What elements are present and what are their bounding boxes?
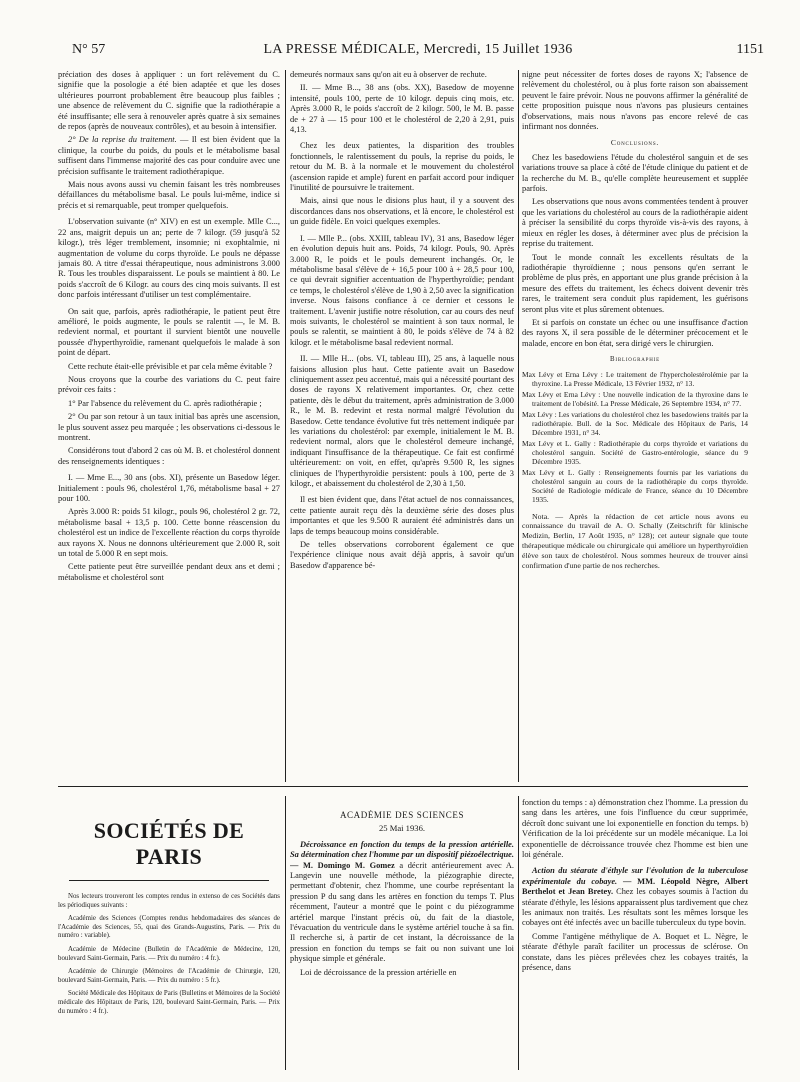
paragraph: On sait que, parfois, après radiothérapie, le patient peut être amélioré, le poids augmente, le pouls se ralentit —, le M. B. redevient normal, et pourtant il survient bientôt une nouvelle poussée d'hyperthyroïdie, ramenant quelquefois le malade à son point de départ. <box>58 306 280 358</box>
paragraph-text: a décrit antérieurement avec A. Langevin une nouvelle méthode, la piézographie directe, permettant d'obtenir, chez l'homme, une courbe représentant la pression P du sang dans les artères en fonction du temps T. Plus récemment, l'auteur a montré que le point c du piézogramme artériel marque l'instant précis où, du fait de la diastole, l'évacuation du ventricule dans le système artériel touche à sa fin. Il recherche si, à partir de cet instant, la décroissance de la pression en fonction du temps se fait ou non suivant une loi physique simple et générale. <box>290 860 514 964</box>
column-divider <box>518 70 519 782</box>
paragraph: Après 3.000 R: poids 51 kilogr., pouls 96, cholestérol 2 gr. 72, métabolisme basal + 13,5 p. 100. Cette bonne réascension du cholestérol est un indice de l'excellente réaction du corps thyroïde aux rayons X. Nous ne donnons ultérieurement que 2.000 R, soit un total de 5.000 R en sept mois. <box>58 507 280 559</box>
paragraph: Considérons tout d'abord 2 cas où M. B. et cholestérol donnent des renseignements identiques : <box>58 446 280 466</box>
article-authors: — MM. Léopold Nègre, Albert Berthelot et Jean Bretey. <box>522 876 748 897</box>
academie-section-continued <box>522 798 748 1070</box>
paragraph: II. — Mlle H... (obs. VI, tableau III), 25 ans, à laquelle nous faisions allusion plus haut. Cette patiente avait un Basedow cliniquement assez peu accentué, mais qui a nécessité pourtant des doses de rayons X relativement importantes. Or, chez cette patiente, dès le début du traitement, après administration de 3.000 R., le M. B. redevint et resta normal malgré l'évolution du Basedow. Cette tendance évolutive fut très nettement indiquée par les variations du cholestérol: par exemple, initialement le M. B. redevient normal, alors que le cholestérol demeure inchangé, indiquant l'insuffisance de la thérapeutique. Ce fait est confirmé ultérieurement: on voit, en effet, qu'après 9.500 R, les signes cliniques de l'hyperthyroïdie persistent: pouls à 100, perte de 3 kilogr., et abaissement du cholestérol de 2,30 à 1,50. <box>290 354 514 489</box>
societes-list <box>58 893 280 1016</box>
paragraph: L'observation suivante (n° XIV) en est un exemple. Mlle C..., 22 ans, maigrit depuis un an; perte de 7 kilogr. (59 jusqu'à 52 kilogr.), très léger tremblement, insomnie; ni exophtalmie, ni augmentation de volume du corps thyroïde. Le pouls ne dépasse jamais 80. A titre d'essai thérapeutique, nous administrons 3.000 R. Tous les troubles disparaissent. Le pouls se maintient à 80. Le poids s'accroît de 6 Kilogr. au cours des cinq mois suivants. Il est donc parfois intéressant d'utiliser un test complémentaire. <box>58 217 280 300</box>
paragraph: demeurés normaux sans qu'on ait eu à observer de rechute. <box>290 70 487 79</box>
paragraph: Cette rechute était-elle prévisible et par cela même évitable ? <box>68 361 273 371</box>
article-column-1 <box>58 70 280 782</box>
paragraph: Mais nous avons aussi vu chemin faisant les très nombreuses défaillances du métabolisme basal. Le pouls lui-même, indice si précis et si remarquable, peut tromper quelquefois. <box>58 180 280 210</box>
paragraph: préciation des doses à appliquer : un fort relèvement du C. signifie que la posologie a été bien adaptée et que les doses ultérieures pourront probablement être beaucoup plus faibles ; une absence de relèvement du C. signifie que la radiothérapie a été insuffisante; elle sera à renouveler après quatre à six semaines de repos (après de nouveaux contrôles), et au besoin à intensifier. <box>58 70 280 132</box>
paragraph: 2° Ou par son retour à un taux initial bas après une ascension, le plus souvent assez peu marquée ; les observations ci-dessous le montrent. <box>58 412 280 442</box>
bibliography-entry: Max Lévy et Erna Lévy : Le traitement de l'hypercholestérolémie par la thyroxine. La Presse Médicale, 13 Février 1932, n° 13. <box>522 369 748 388</box>
paragraph: Et si parfois on constate un échec ou une insuffisance d'action des rayons X, il sera possible de le déterminer précocement et le malade, encore en bon état, sera dirigé vers le chirurgien. <box>522 317 748 348</box>
article-column-3 <box>522 70 748 782</box>
column-divider <box>518 796 519 1070</box>
paragraph: Nous croyons que la courbe des variations du C. peut faire prévoir ces faits : <box>58 374 280 395</box>
paragraph <box>522 866 748 928</box>
paragraph: De telles observations corroborent également ce que l'expérience clinique nous avait déjà appris, à savoir qu'un Basedow d'apparence bé- <box>290 540 514 570</box>
paragraph: Mais, ainsi que nous le disions plus haut, il y a souvent des discordances dans nos observations, et là encore, le cholestérol est un guide fidèle. En voici quelques exemples. <box>290 196 514 227</box>
paragraph: Loi de décroissance de la pression artérielle en <box>300 967 457 977</box>
paragraph: Chez les basedowiens l'étude du cholestérol sanguin et de ses variations trouve sa place à côté de l'étude clinique du patient et de la recherche du M. B., qu'elle complète heureusement et supplée parfois. <box>522 152 748 194</box>
bibliography-heading: Bibliographie <box>610 356 660 364</box>
issue-number: N° 57 <box>72 42 106 57</box>
paragraph: II. — Mme B..., 38 ans (obs. XX), Basedow de moyenne intensité, pouls 100, perte de 10 kilogr. depuis cinq mois, etc. Après 3.000 R, le poids s'accroît de 2 kilogr. 500, le M. B. passe de + 27 à — 15 pour 100 et le cholestérol de 2,20 à 2,91, puis 4,13. <box>290 83 514 135</box>
bibliography-entry: Max Lévy : Les variations du cholestérol chez les basedowiens traités par la radiothérapie. Bull. de la Soc. Médicale des Hôpitaux de Paris, 14 Décembre 1931, n° 34. <box>522 409 748 437</box>
page-number: 1151 <box>736 42 764 57</box>
intro-text: Nos lecteurs trouveront les comptes rendus in extenso de ces Sociétés dans les périodiques suivants : <box>58 893 280 909</box>
paragraph <box>58 135 280 177</box>
paragraph: I. — Mme E..., 30 ans (obs. XI), présente un Basedow léger. Initialement : pouls 96, cholestérol 1,76, métabolisme basal + 27 pour 100. <box>58 473 280 504</box>
section-divider <box>58 786 748 787</box>
paragraph-text: — Il est bien évident que la clinique, la courbe du poids, du pouls et le métabolisme basal suffisent dans l'immense majorité des cas pour conduire avec une précision suffisante le traitement radiothérapique. <box>58 135 280 176</box>
article-title: Décroissance en fonction du temps de la pression artérielle. Sa détermination chez l'homme par un dispositif piézoélectrique. <box>290 839 514 860</box>
paragraph: Cette patiente peut être surveillée pendant deux ans et demi ; métabolisme et cholestérol sont <box>58 562 280 582</box>
bibliography-entry: Max Lévy et L. Gally : Radiothérapie du corps thyroïde et variations du cholestérol sanguin. Société de Gastro-entérologie, séance du 9 Décembre 1935. <box>522 438 748 466</box>
journal-title: LA PRESSE MÉDICALE, Mercredi, 15 Juillet 1936 <box>263 42 573 57</box>
paragraph: Il est bien évident que, dans l'état actuel de nos connaissances, cette patiente aurait reçu dès la deuxième série des doses plus importantes et que les 9.500 R auraient été administrés dans un laps de temps beaucoup moins considérable. <box>290 495 514 536</box>
paragraph: fonction du temps : a) démonstration chez l'homme. La pression du sang dans les artères, une fois l'influence du cœur supprimée, décroît donc suivant une loi exponentielle en fonction du temps. b) Vérification de la loi précédente sur un modèle mécanique. La loi exponentielle de décroissance trouvée chez l'homme est bien une loi générale. <box>522 798 748 860</box>
article-title: Action du stéarate d'éthyle sur l'évolution de la tuberculose expérimentale du cobaye. <box>522 866 748 886</box>
paragraph <box>290 840 514 965</box>
paragraph: nigne peut nécessiter de fortes doses de rayons X; l'absence de relèvement du cholestérol, ou à plus forte raison son abaissement peuvent le faire prévoir. Nous ne pouvons affirmer la généralité de cette proposition puisque nous n'avons pas plusieurs centaines d'observations, mais nous n'avons pas encore relevé de cas infirmant nos données. <box>522 70 748 132</box>
society-entry: Académie de Médecine (Bulletin de l'Académie de Médecine, 120, boulevard Saint-Germain, Paris. — Prix du numéro : 4 fr.). <box>58 945 280 962</box>
societes-section <box>58 818 280 1068</box>
society-entry: Société Médicale des Hôpitaux de Paris (Bulletins et Mémoires de la Société médicale des Hôpitaux de Paris, 120, boulevard Saint-Germain, Paris. — Prix du numéro : 4 fr.). <box>58 990 280 1015</box>
article-column-2 <box>290 70 514 782</box>
bibliography-entry: Max Lévy et Erna Lévy : Une nouvelle indication de la thyroxine dans le traitement de l'obésité. La Presse Médicale, 26 Septembre 1934, n° 77. <box>522 389 748 408</box>
bibliography-entry: Max Lévy et L. Gally : Renseignements fournis par les variations du cholestérol sanguin au cours de la radiothérapie du corps thyroïde. Société de Radiologie médicale de France, séance du 10 Décembre 1935. <box>522 467 748 504</box>
title-rule <box>69 880 269 881</box>
paragraph: I. — Mlle P... (obs. XXIII, tableau IV), 31 ans, Basedow léger en évolution depuis huit ans. Poids, 74 kilogr. Pouls, 90. Après 3.000 R, le poids et le pouls demeurent inchangés. Or, le métabolisme basal s'élève de + 16,5 pour 100 à + 28,5 pour 100, ce qui devrait signifier accentuation de l'hyperthyroïdie; pendant ce temps, le cholestérol s'élève de 1,90 à 2,50 avec la signification inverse. Nous faisons confiance à ce dernier et cessons le traitement. L'avenir justifie notre résolution, car au cours des neuf mois suivants, le cholestérol se maintient à son taux normal, le pouls se ralentit, se maintient à 80, le poids s'élève de 74 à 82 kilogr. et le métabolisme basal redevient normal. <box>290 233 514 347</box>
society-entry: Académie de Chirurgie (Mémoires de l'Académie de Chirurgie, 120, boulevard Saint-Germain, Paris. — Prix du numéro : 5 fr.). <box>58 968 280 984</box>
academie-section <box>290 810 514 1070</box>
column-divider <box>285 796 286 1070</box>
paragraph: 1° Par l'absence du relèvement du C. après radiothérapie ; <box>68 398 262 408</box>
note-paragraph: Nota. — Après la rédaction de cet article nous avons eu connaissance du travail de A. O. Schally (Zeitschrift für klinische Medizin, Berlin, 17 Août 1935, n° 128); cet auteur signale que toute thérapeutique médicale ou chirurgicale qui améliore un hyperthyroïdien élève son taux de cholestérol. Nous sommes heureux de trouver ainsi confirmation d'une partie de nos recherches. <box>522 511 748 570</box>
paragraph: Tout le monde connaît les excellents résultats de la radiothérapie thyroïdienne ; nous pensons qu'en serrant le problème de plus près, en apportant une plus grande précision à la mesure des effets du traitement, les échecs doivent devenir très rares, le traitement sera conduit plus rapidement, les guérisons seront plus vite et plus sûrement obtenues. <box>522 252 748 314</box>
section-title: SOCIÉTÉS DE PARIS <box>93 818 245 869</box>
society-entry: Académie des Sciences (Comptes rendus hebdomadaires des séances de l'Académie des Sciences, 55, quai des Grands-Augustins, Paris. — Prix du numéro : variable). <box>58 915 280 940</box>
paragraph: Chez les deux patientes, la disparition des troubles fonctionnels, le ralentissement du pouls, la reprise du poids, le retour du M. B. à la normale et le mouvement du cholestérol (ascension rapide et ample) furent en parfait accord pour indiquer l'inutilité de poursuivre le traitement. <box>290 141 514 193</box>
column-divider <box>285 70 286 782</box>
paragraph: Comme l'antigène méthylique de A. Boquet et L. Nègre, le stéarate d'éthyle paraît faciliter un processus de sclérose. On constate, dans les pièces prélevées chez les cobayes traités, la présence, dans <box>522 931 748 973</box>
section-title: ACADÉMIE DES SCIENCES <box>339 810 465 820</box>
session-date: 25 Mai 1936. <box>378 823 426 834</box>
paragraph-text: Chez les cobayes soumis à l'action du stéarate d'éthyle, les lésions apparaissent plus tardivement que chez les animaux non traités. Les résultats sont les mêmes lorsque les cobayes ont été infectés avec un bacille tuberculeux du type bovin. <box>522 887 748 928</box>
subheading: 2° De la reprise du traitement. <box>68 135 177 145</box>
paragraph: Les observations que nous avons commentées tendent à prouver que les variations du cholestérol au cours de la radiothérapie aident à préciser la sensibilité du corps thyroïde vis-à-vis des rayons, à mieux en régler les doses, à déterminer avec plus de précision la reprise du traitement. <box>522 197 748 249</box>
page-header <box>72 42 764 62</box>
article-authors: — M. Domingo M. Gomez <box>290 860 395 870</box>
conclusions-heading: Conclusions. <box>610 138 660 148</box>
